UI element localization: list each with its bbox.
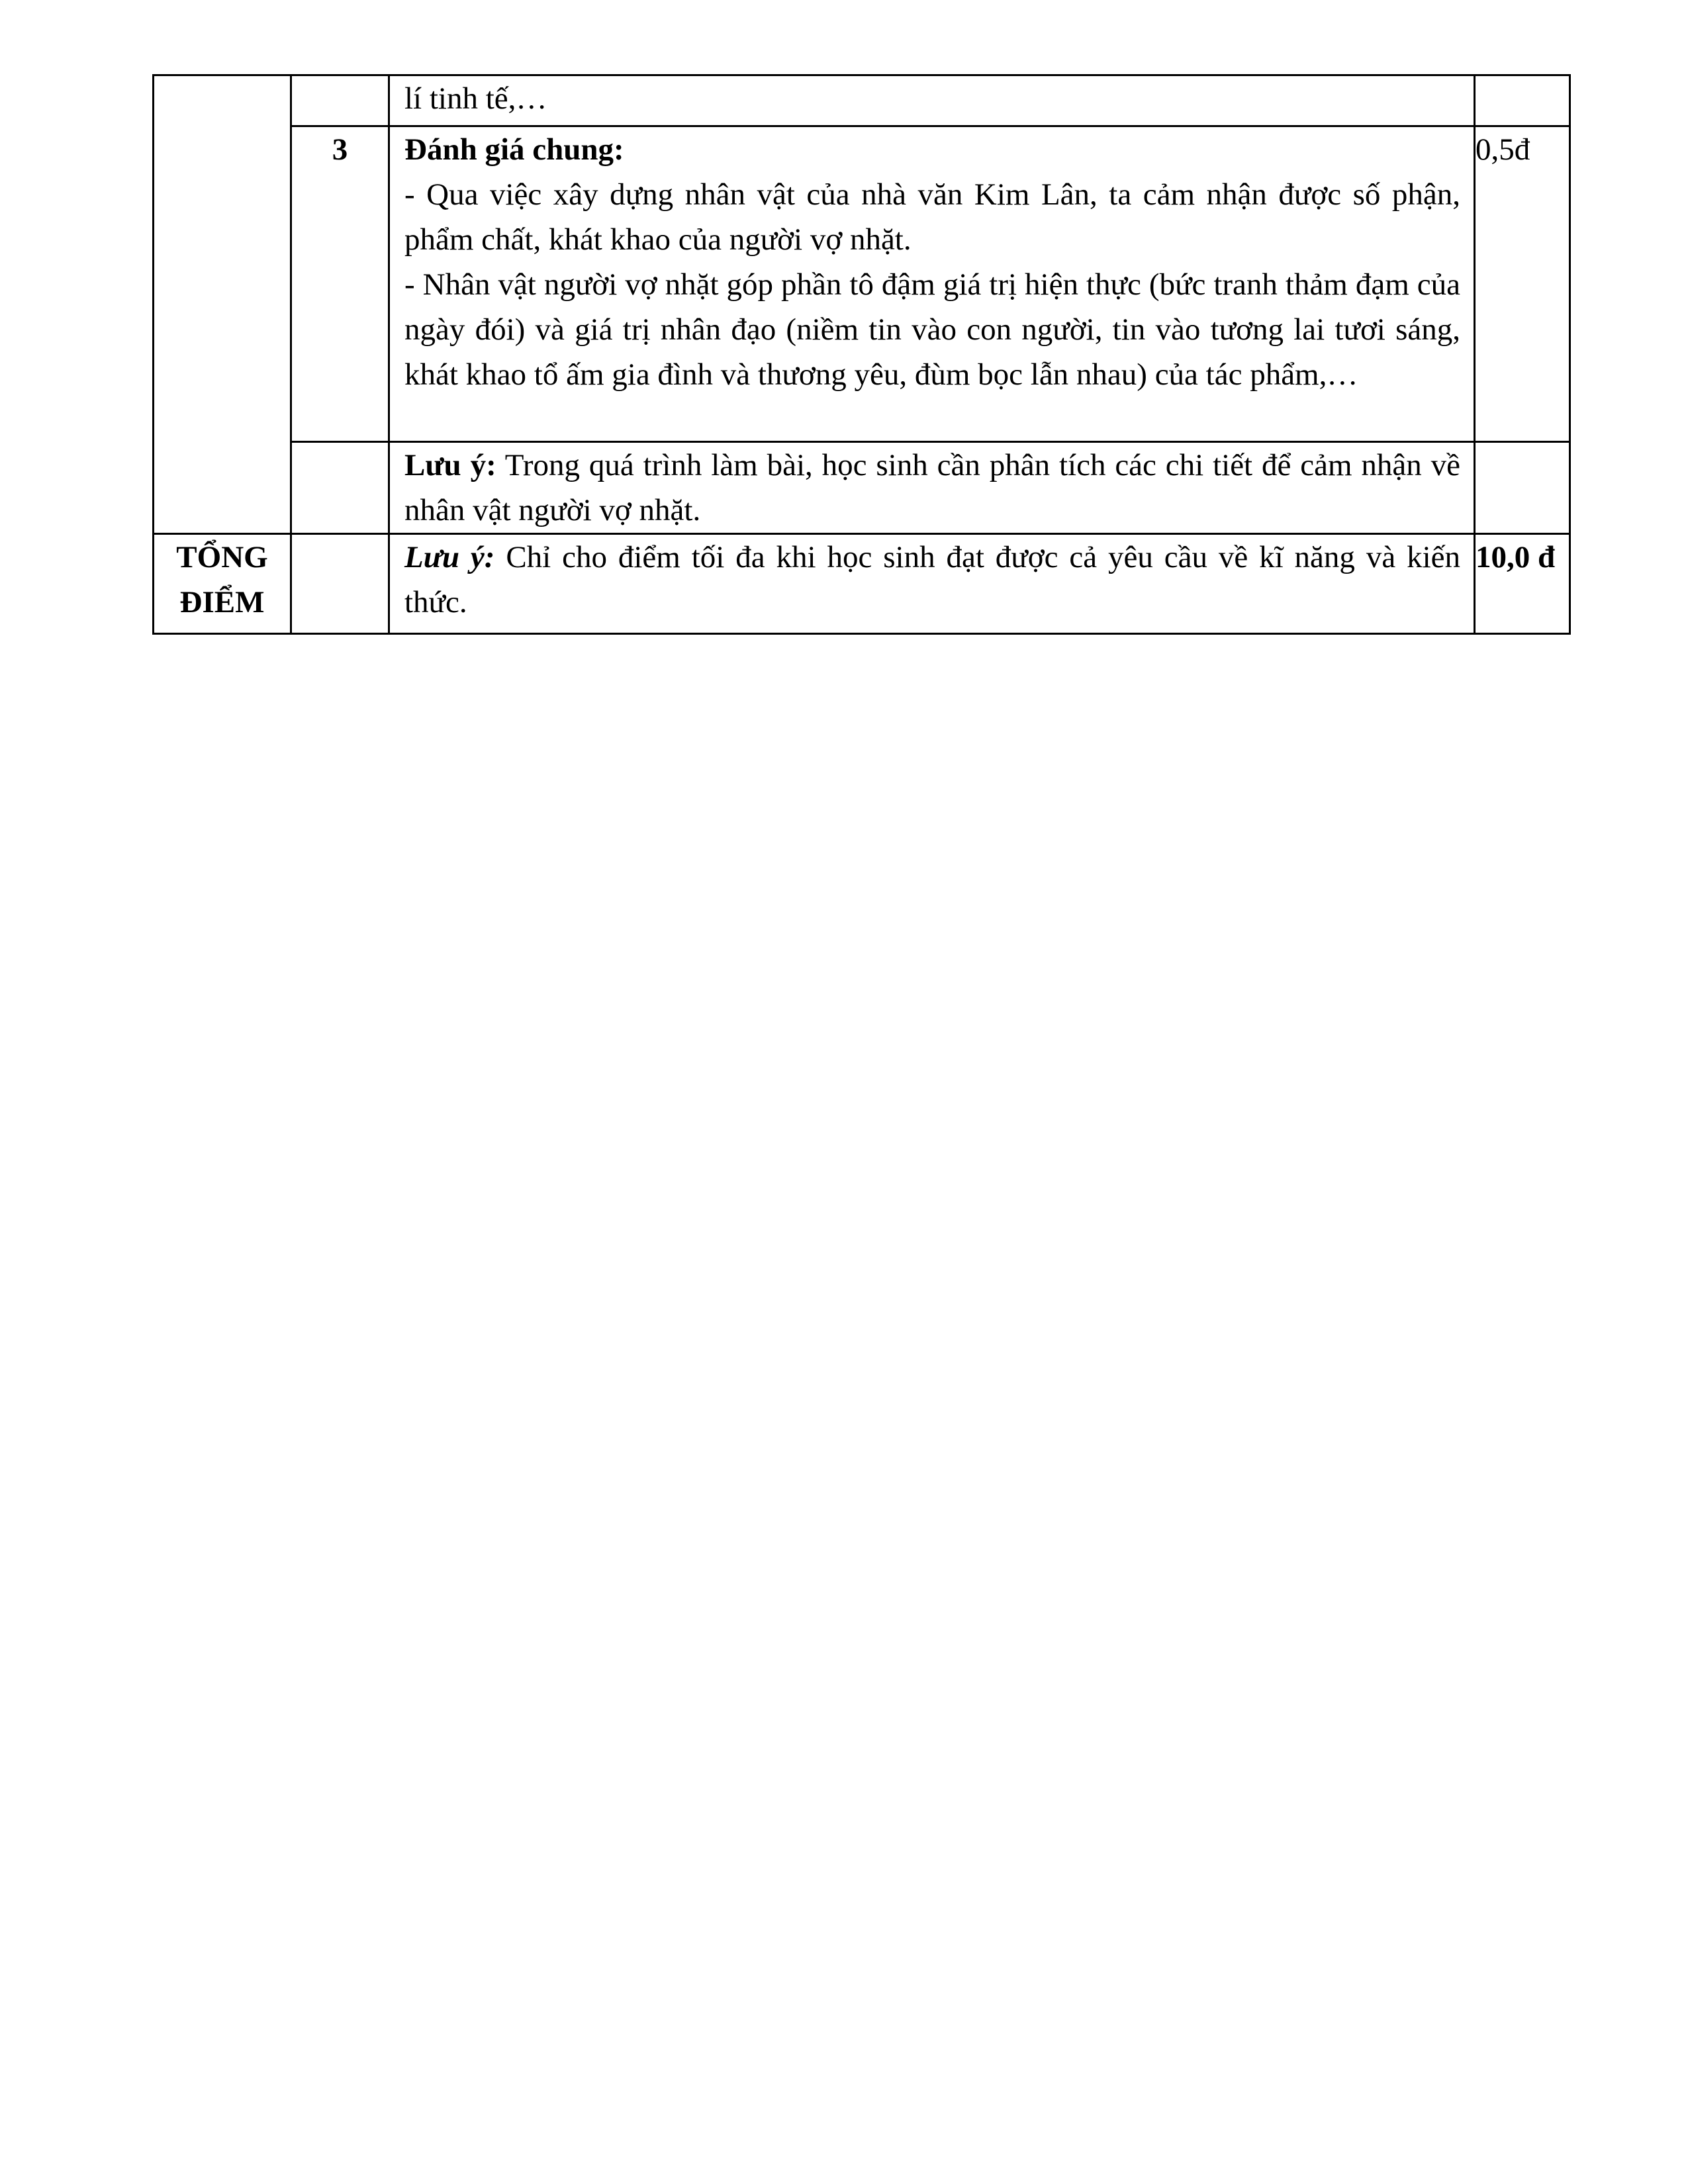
note-label: Lưu ý: — [404, 448, 496, 482]
note-paragraph — [404, 443, 1460, 533]
table-row — [154, 75, 1570, 126]
total-score: 10,0 đ — [1475, 534, 1570, 634]
number-cell — [291, 534, 389, 634]
content-cell — [389, 75, 1475, 126]
total-note-paragraph — [404, 535, 1460, 625]
total-note-label: Lưu ý: — [404, 540, 495, 574]
continuation-text: lí tinh tế,… — [404, 81, 547, 116]
total-note-text: Chỉ cho điểm tối đa khi học sinh đạt được cả yêu cầu về kĩ năng và kiến thức. — [404, 540, 1460, 619]
total-label: TỔNG ĐIỂM — [154, 534, 291, 634]
content-cell — [389, 534, 1475, 634]
number-cell — [291, 75, 389, 126]
content-cell — [389, 442, 1475, 534]
content-cell — [389, 126, 1475, 442]
table-row — [154, 442, 1570, 534]
general-bullet-2: - Nhân vật người vợ nhặt góp phần tô đậm giá trị hiện thực (bức tranh thảm đạm của ngày đói) và giá trị nhân đạo (niềm tin vào con người, tin vào tương lai tươi sáng, khát khao tổ ấm gia đình và thương yêu, đùm bọc lẫn nhau) của tác phẩm,… — [404, 267, 1460, 392]
section-cell — [154, 75, 291, 534]
score-cell — [1475, 75, 1570, 126]
note-text: Trong quá trình làm bài, học sinh cần phân tích các chi tiết để cảm nhận về nhân vật người vợ nhặt. — [404, 448, 1460, 527]
item-number: 3 — [291, 126, 389, 442]
table-row — [154, 126, 1570, 442]
grading-table — [152, 74, 1571, 635]
general-bullet-1: - Qua việc xây dựng nhân vật của nhà văn Kim Lân, ta cảm nhận được số phận, phẩm chất, khát khao của người vợ nhặt. — [404, 177, 1460, 257]
table-row — [154, 534, 1570, 634]
number-cell — [291, 442, 389, 534]
general-score: 0,5đ — [1475, 126, 1570, 442]
score-cell — [1475, 442, 1570, 534]
general-heading: Đánh giá chung: — [404, 132, 624, 167]
